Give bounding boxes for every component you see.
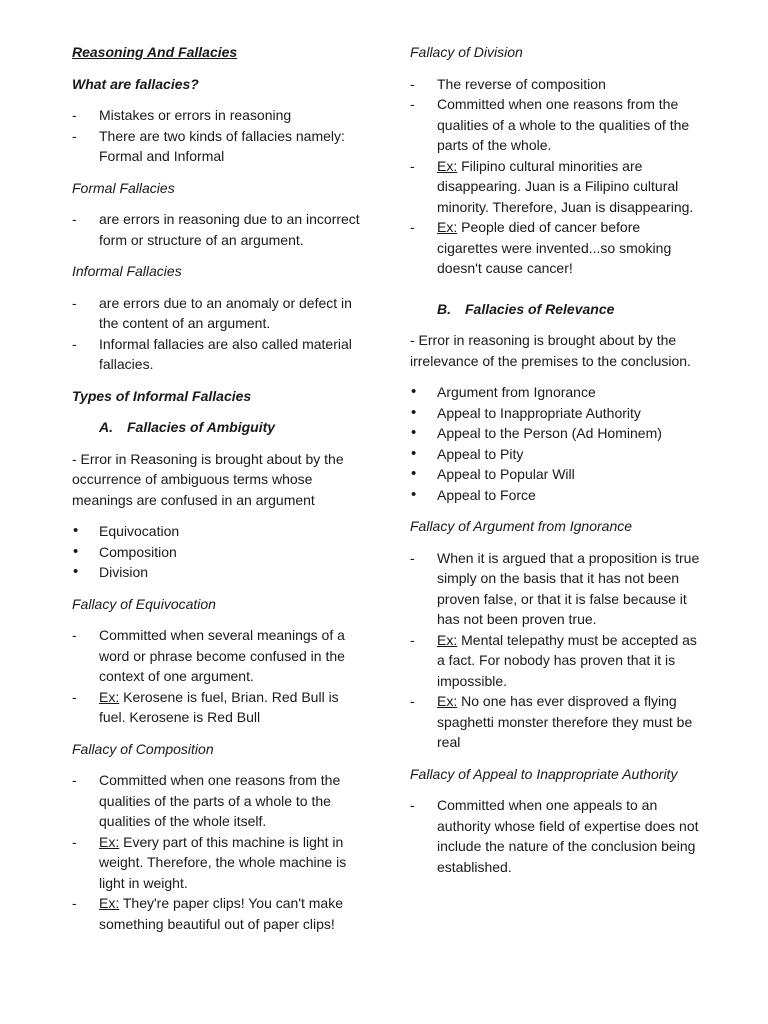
list-item: - are errors in reasoning due to an incorrect form or structure of an argument. [72, 209, 360, 250]
informal-fallacies-heading: Informal Fallacies [72, 263, 182, 279]
composition-list [72, 770, 360, 934]
list-item: - are errors due to an anomaly or defect in the content of an argument. [72, 293, 360, 334]
division-heading: Fallacy of Division [410, 44, 523, 60]
equivocation-heading: Fallacy of Equivocation [72, 595, 216, 612]
example-text: They're paper clips! You can't make something beautiful out of paper clips! [99, 895, 344, 932]
example-label: Ex: [99, 895, 120, 911]
example-label: Ex: [437, 693, 458, 709]
list-item: - When it is argued that a proposition is true simply on the basis that it has not been proven false, or that it is false because it has not been proven true. [410, 548, 700, 630]
list-item: • Appeal to Force [410, 485, 700, 506]
types-heading: Types of Informal Fallacies [72, 387, 252, 404]
list-item: • Appeal to Pity [410, 444, 700, 465]
informal-fallacies-list [72, 293, 360, 375]
section-a-number: A. [99, 419, 113, 435]
list-item: - Mistakes or errors in reasoning [72, 105, 360, 126]
list-item: - There are two kinds of fallacies namely: Formal and Informal [72, 126, 360, 167]
left-column [72, 42, 360, 945]
section-a-heading [72, 417, 360, 438]
example-item [72, 687, 360, 728]
right-column [410, 42, 700, 888]
authority-heading: Fallacy of Appeal to Inappropriate Authority [410, 765, 678, 782]
list-item: • Equivocation [72, 521, 360, 542]
example-text: Mental telepathy must be accepted as a fact. For nobody has proven that it is impossible. [437, 631, 697, 689]
section-a-description: - Error in Reasoning is brought about by the occurrence of ambiguous terms whose meanings are confused in an argument [72, 450, 344, 508]
section-b-description: - Error in reasoning is brought about by the irrelevance of the premises to the conclusion. [410, 332, 691, 369]
example-label: Ex: [99, 833, 120, 850]
example-label: Ex: [437, 631, 458, 648]
example-label: Ex: [437, 157, 458, 174]
document-title: Reasoning And Fallacies [72, 44, 238, 60]
example-item [72, 832, 360, 894]
spacer [410, 290, 700, 299]
example-text: Filipino cultural minorities are disappearing. Juan is a Filipino cultural minority. Therefore, Juan is disappearing. [437, 157, 694, 215]
list-item: - Committed when one reasons from the qualities of a whole to the qualities of the parts of the whole. [410, 94, 700, 156]
formal-fallacies-list [72, 209, 360, 250]
example-text: People died of cancer before cigarettes were invented...so smoking doesn't cause cancer! [437, 219, 672, 276]
equivocation-list [72, 625, 360, 728]
list-item: - Committed when one appeals to an authority whose field of expertise does not include the nature of the conclusion being established. [410, 795, 700, 877]
example-item [410, 630, 700, 692]
example-text: Kerosene is fuel, Brian. Red Bull is fuel. Kerosene is Red Bull [99, 688, 339, 725]
section-b-title: Fallacies of Relevance [465, 300, 615, 317]
division-list [410, 74, 700, 279]
authority-list [410, 795, 700, 877]
what-are-fallacies-heading: What are fallacies? [72, 75, 199, 92]
what-are-fallacies-list [72, 105, 360, 167]
formal-fallacies-heading: Formal Fallacies [72, 179, 175, 196]
example-item [410, 217, 700, 279]
ignorance-list [410, 548, 700, 753]
example-text: No one has ever disproved a flying spaghetti monster therefore they must be real [437, 693, 693, 750]
list-item: • Division [72, 562, 360, 583]
list-item: • Appeal to Popular Will [410, 464, 700, 485]
list-item: - Informal fallacies are also called material fallacies. [72, 334, 360, 375]
example-label: Ex: [437, 219, 458, 235]
list-item: - Committed when one reasons from the qualities of the parts of a whole to the qualities of the whole itself. [72, 770, 360, 832]
example-item [410, 156, 700, 218]
example-item [410, 691, 700, 753]
section-b-number: B. [437, 300, 451, 317]
example-text: Every part of this machine is light in weight. Therefore, the whole machine is light in weight. [99, 833, 347, 891]
list-item: • Composition [72, 542, 360, 563]
section-a-title: Fallacies of Ambiguity [127, 419, 276, 435]
ambiguity-list [72, 521, 360, 583]
list-item: • Appeal to the Person (Ad Hominem) [410, 423, 700, 444]
list-item: • Argument from Ignorance [410, 382, 700, 403]
list-item: - The reverse of composition [410, 74, 700, 95]
section-b-heading [410, 299, 700, 320]
example-item [72, 893, 360, 934]
list-item: • Appeal to Inappropriate Authority [410, 403, 700, 424]
example-label: Ex: [99, 688, 120, 705]
ignorance-heading: Fallacy of Argument from Ignorance [410, 518, 633, 534]
list-item: - Committed when several meanings of a word or phrase become confused in the context of one argument. [72, 625, 360, 687]
relevance-list [410, 382, 700, 505]
composition-heading: Fallacy of Composition [72, 740, 214, 757]
